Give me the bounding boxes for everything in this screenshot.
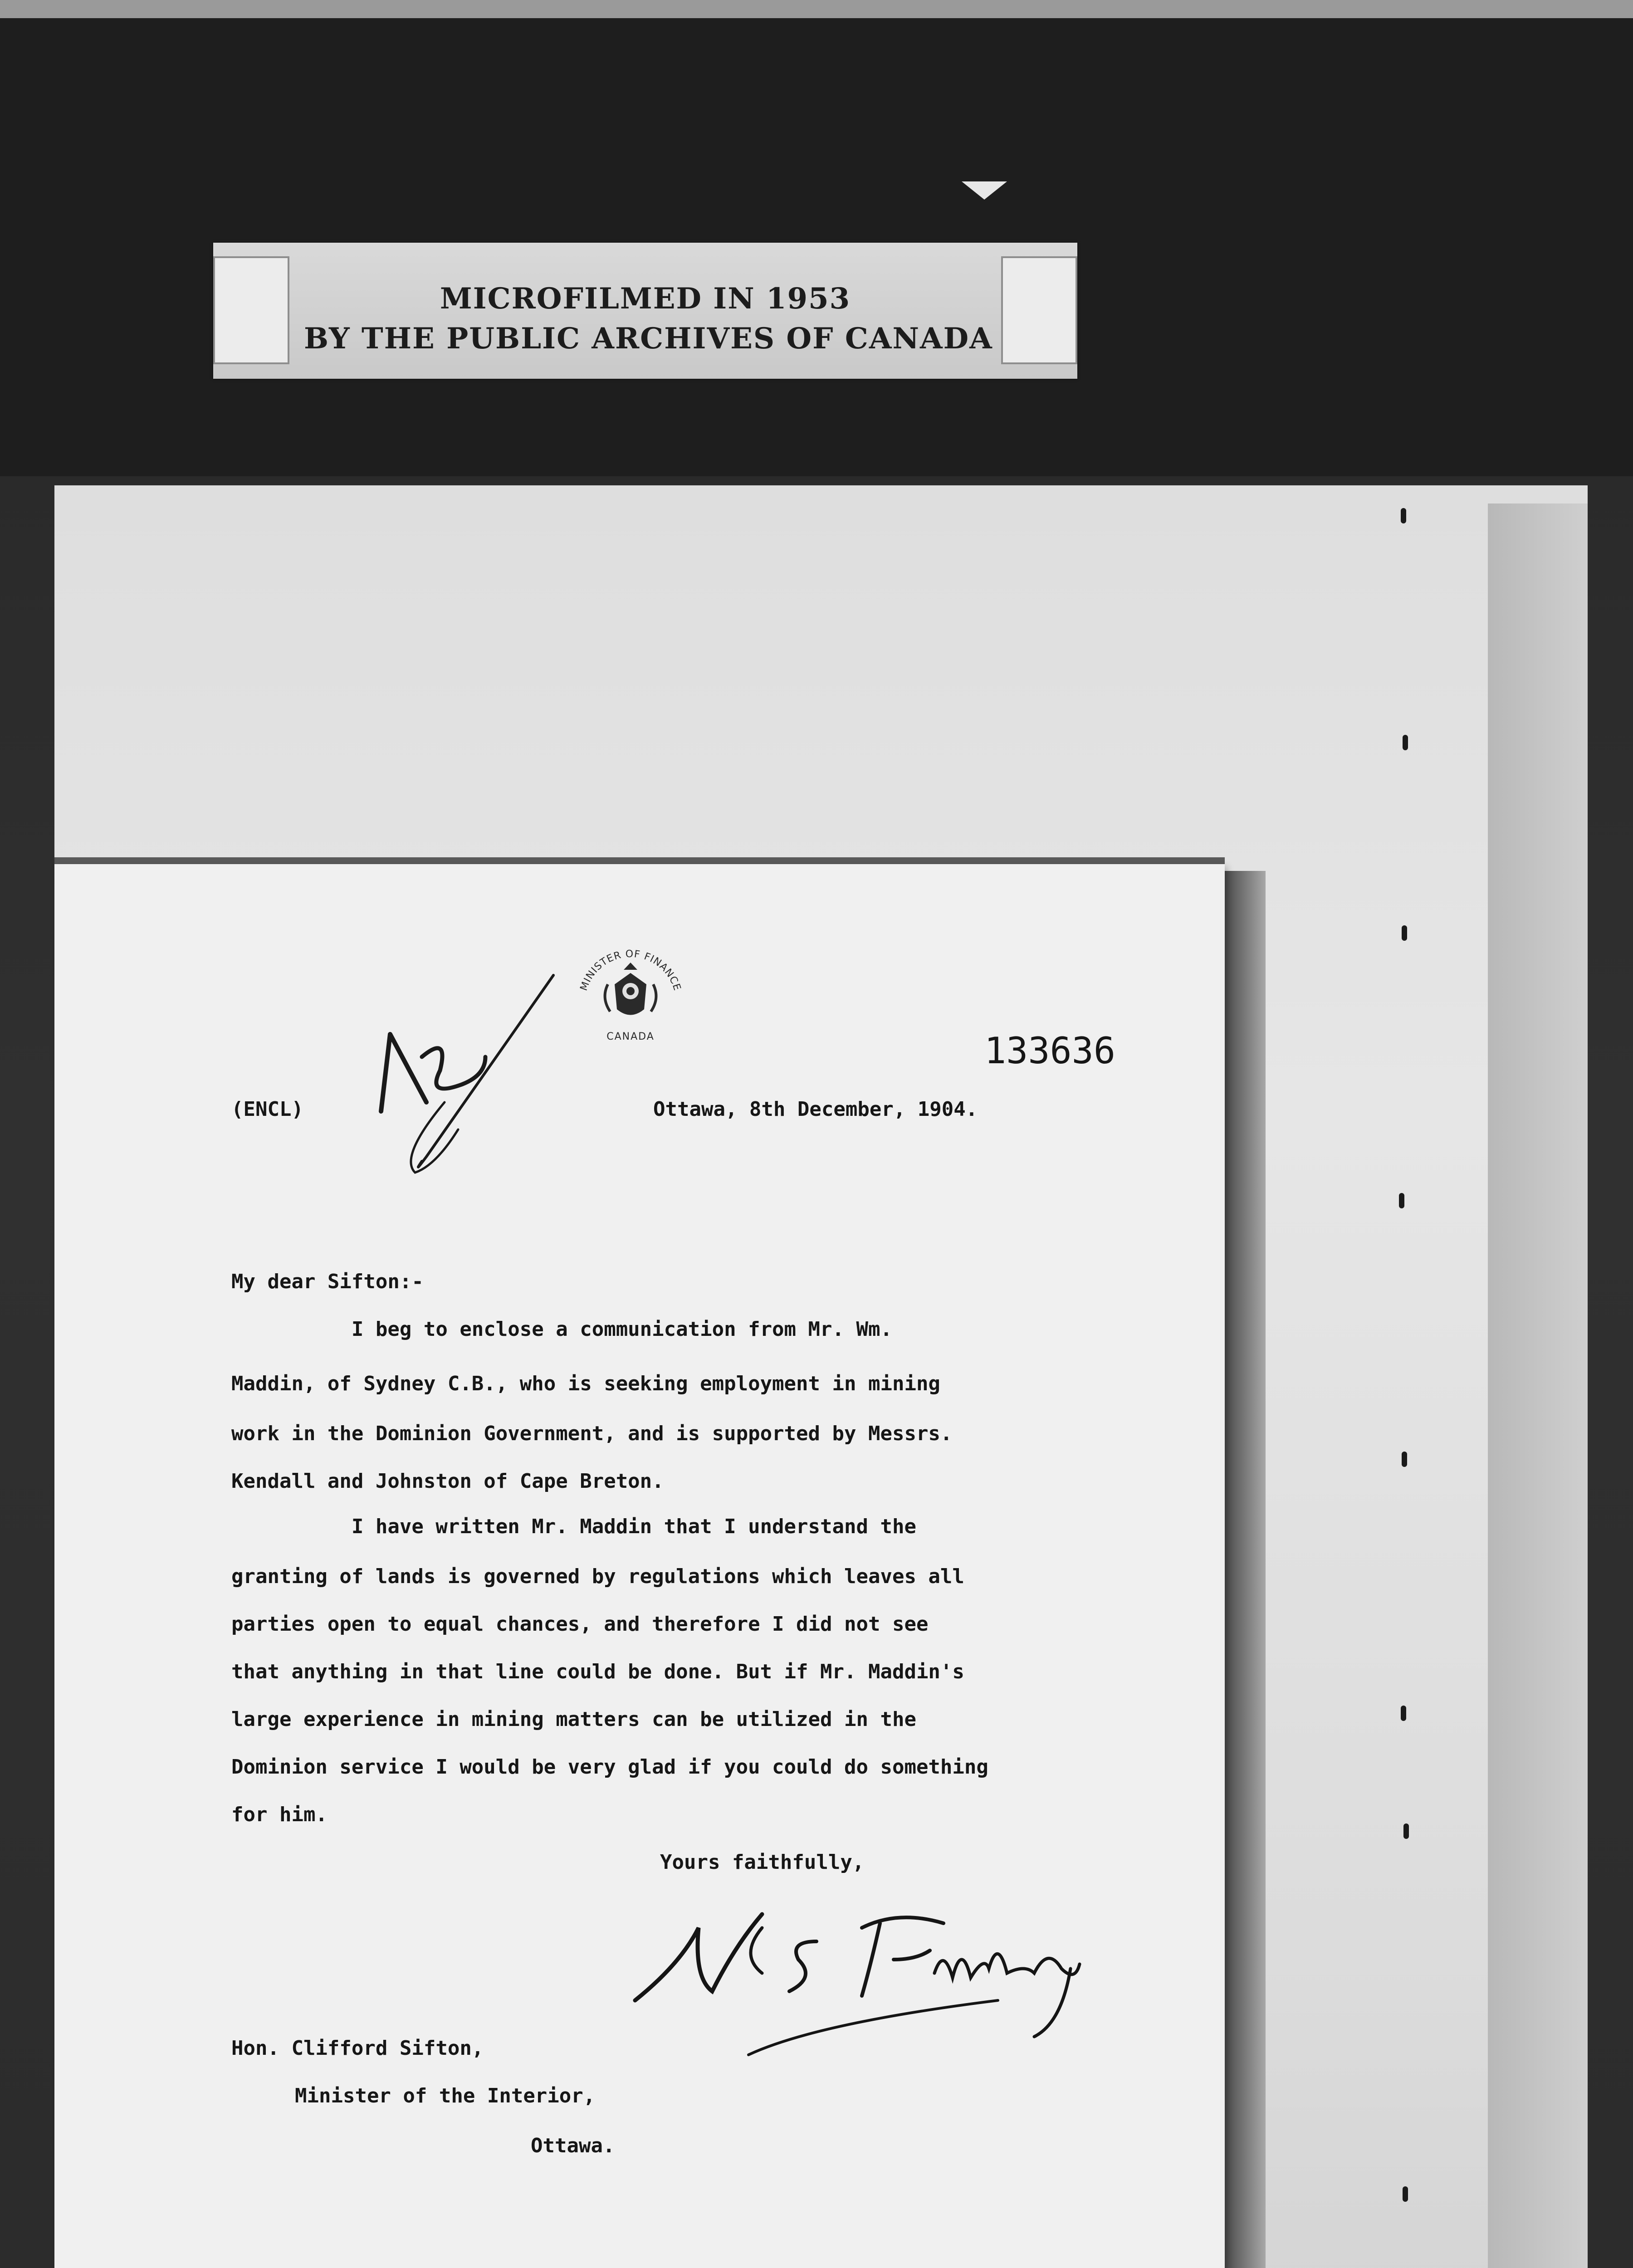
margin-mark	[1403, 735, 1408, 750]
microfilm-banner	[213, 243, 1077, 379]
film-edge	[0, 0, 1633, 18]
body-line: parties open to equal chances, and therefore I did not see	[231, 1613, 929, 1636]
banner-tab-left	[213, 256, 289, 364]
addressee-title: Minister of the Interior,	[295, 2084, 596, 2107]
backing-page-edge	[1488, 503, 1588, 2268]
banner-line-1: MICROFILMED IN 1953	[440, 282, 851, 316]
body-line: work in the Dominion Government, and is supported by Messrs.	[231, 1422, 953, 1445]
margin-mark	[1402, 925, 1407, 941]
body-line: Maddin, of Sydney C.B., who is seeking employment in mining	[231, 1372, 940, 1395]
body-line: Kendall and Johnston of Cape Breton.	[231, 1470, 664, 1493]
banner-text	[304, 279, 993, 359]
body-line: I have written Mr. Maddin that I understand the	[231, 1515, 916, 1538]
closing: Yours faithfully,	[660, 1851, 865, 1874]
margin-mark	[1401, 508, 1406, 523]
margin-mark	[1402, 1452, 1407, 1467]
addressee-city: Ottawa.	[531, 2134, 615, 2157]
coat-of-arms-icon	[605, 963, 656, 1015]
seal-top-text: MINISTER OF FINANCE	[578, 948, 683, 992]
place-date: Ottawa, 8th December, 1904.	[653, 1098, 978, 1121]
file-number: 133636	[984, 1030, 1115, 1072]
margin-mark	[1403, 2186, 1408, 2202]
handwritten-signature	[626, 1873, 1125, 2082]
minister-of-finance-seal	[558, 934, 703, 1052]
margin-mark	[1403, 1823, 1409, 1839]
salutation: My dear Sifton:-	[231, 1270, 424, 1293]
banner-tab-right	[1001, 256, 1077, 364]
frame-arrow-marker	[962, 181, 1007, 200]
body-line: granting of lands is governed by regulations which leaves all	[231, 1565, 964, 1588]
seal-bottom-text: CANADA	[606, 1031, 655, 1042]
addressee-name: Hon. Clifford Sifton,	[231, 2037, 484, 2060]
body-line: large experience in mining matters can be utilized in the	[231, 1708, 916, 1731]
margin-mark	[1401, 1706, 1406, 1721]
enclosure-note: (ENCL)	[231, 1098, 303, 1121]
letter-shadow	[1225, 871, 1266, 2268]
body-line: Dominion service I would be very glad if you could do something	[231, 1755, 988, 1779]
margin-mark	[1399, 1193, 1404, 1208]
handwritten-initials	[372, 966, 562, 1184]
body-line: I beg to enclose a communication from Mr. Wm.	[231, 1318, 892, 1341]
body-line: for him.	[231, 1803, 328, 1826]
banner-line-2: BY THE PUBLIC ARCHIVES OF CANADA	[304, 322, 993, 356]
body-line: that anything in that line could be done. But if Mr. Maddin's	[231, 1660, 964, 1683]
